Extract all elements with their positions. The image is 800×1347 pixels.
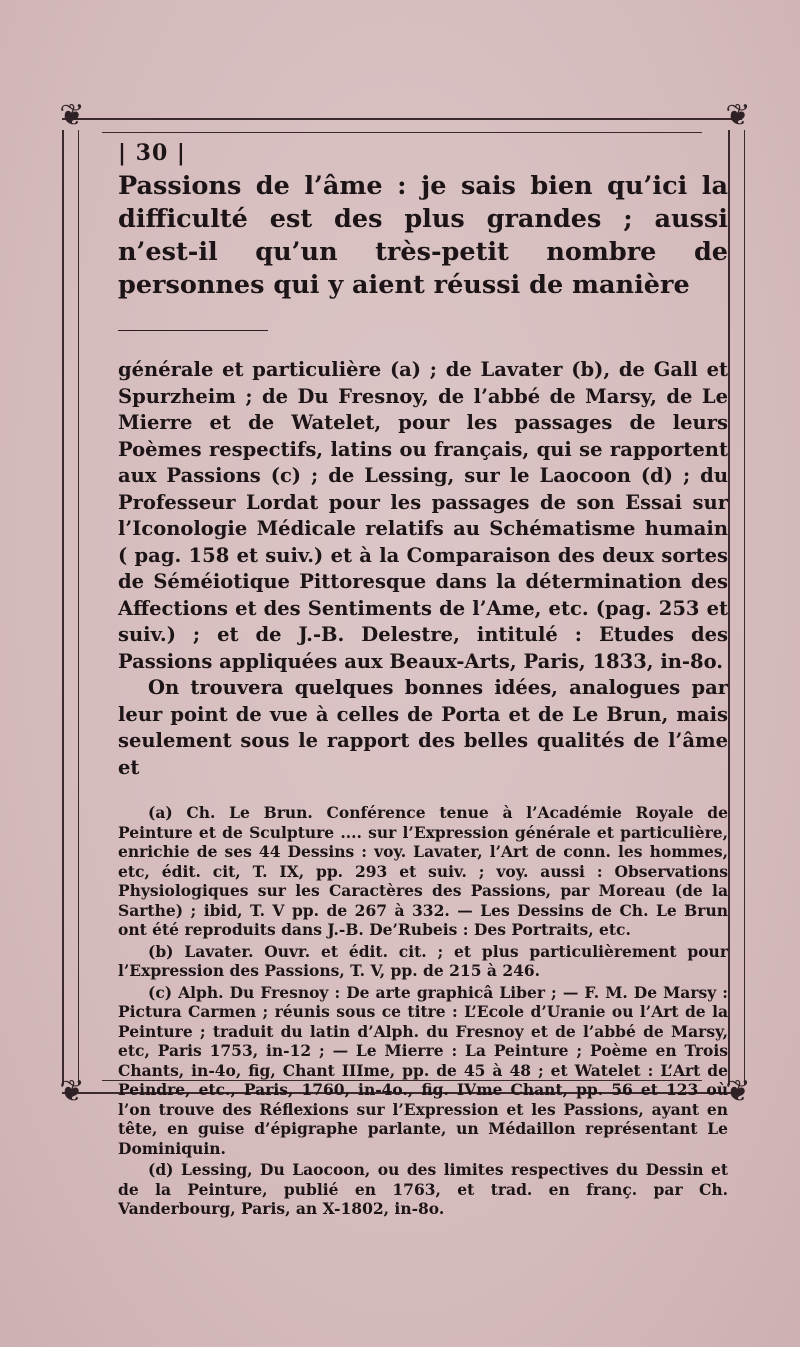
footnote: (a) Ch. Le Brun. Conférence tenue à l’Académie Royale de Peinture et de Sculpture .... sur l’Expression générale et particulière, enrichie de ses 44 Dessins : voy. Lavater, l’Art de conn. les hommes, etc, édit. cit, T. IX, pp. 293 et suiv. ; voy. aussi : Observations Physiologiques sur les Caractères des Passions, par Moreau (de la Sarthe) ; ibid, T. V pp. de 267 à 332. — Les Dessins de Ch. Le Brun ont été reproduits dans J.-B. De’Rubeis : Des Portraits, etc.: [118, 803, 728, 939]
lead-paragraph: Passions de l’âme : je sais bien qu’ici la difficulté est des plus grandes ; aussi n’est-il qu’un très-petit nombre de personnes qui y aient réussi de manière: [118, 171, 728, 300]
footnote: (d) Lessing, Du Laocoon, ou des limites respectives du Dessin et de la Peinture, publié en 1763, et trad. en franç. par Ch. Vanderbourg, Paris, an X-1802, in-8o.: [118, 1160, 728, 1218]
corner-ornament-icon: ❦: [725, 98, 751, 133]
corner-ornament-icon: ❦: [725, 1074, 751, 1109]
body-paragraph: On trouvera quelques bonnes idées, analogues par leur point de vue à celles de Porta et de Le Brun, mais seulement sous le rapport des belles qualités de l’âme et: [118, 676, 728, 779]
footnote: (b) Lavater. Ouvr. et édit. cit. ; et plus particulièrement pour l’Expression des Passions, T. V, pp. de 215 à 246.: [118, 941, 728, 980]
body-paragraph: générale et particulière (a) ; de Lavater (b), de Gall et Spurzheim ; de Du Fresnoy, de l’abbé de Marsy, de Le Mierre et de Watelet, pour les passages de leurs Poèmes respectifs, latins ou français, qui se rapportent aux Passions (c) ; de Lessing, sur le Laocoon (d) ; du Professeur Lordat pour les passages de son Essai sur l’Iconologie Médicale relatifs au Schématisme humain ( pag. 158 et suiv.) et à la Comparaison des deux sortes de Séméiotique Pittoresque dans la détermination des Affections et des Sentiments de l’Ame, etc. (pag. 253 et suiv.) ; et de J.-B. Delestre, intitulé : Etudes des Passions appliquées aux Beaux-Arts, Paris, 1833, in-8o.: [118, 358, 728, 673]
page-content: [118, 140, 728, 1221]
section-divider: [118, 330, 268, 331]
page-number: | 30 |: [118, 140, 186, 166]
corner-ornament-icon: ❦: [59, 1074, 85, 1109]
footnotes: [118, 803, 728, 1219]
footnote: (c) Alph. Du Fresnoy : De arte graphicâ Liber ; — F. M. De Marsy : Pictura Carmen ; réunis sous ce titre : L’Ecole d’Uranie ou l’Art de la Peinture ; traduit du latin d’Alph. du Fresnoy et de l’abbé de Marsy, etc, Paris 1753, in-12 ; — Le Mierre : La Peinture ; Poème en Trois Chants, in-4o, fig, Chant IIIme, pp. de 45 à 48 ; et Watelet : L’Art de Peindre, etc., Paris, 1760, in-4o., fig. IVme Chant, pp. 56 et 123 où l’on trouve des Réflexions sur l’Expression et les Passions, ayant en tête, en guise d’épigraphe parlante, un Médaillon représentant Le Dominiquin.: [118, 982, 728, 1158]
corner-ornament-icon: ❦: [59, 98, 85, 133]
frame-right-border: [728, 130, 745, 1085]
frame-top-border: [62, 118, 742, 120]
frame-left-border: [62, 130, 79, 1085]
